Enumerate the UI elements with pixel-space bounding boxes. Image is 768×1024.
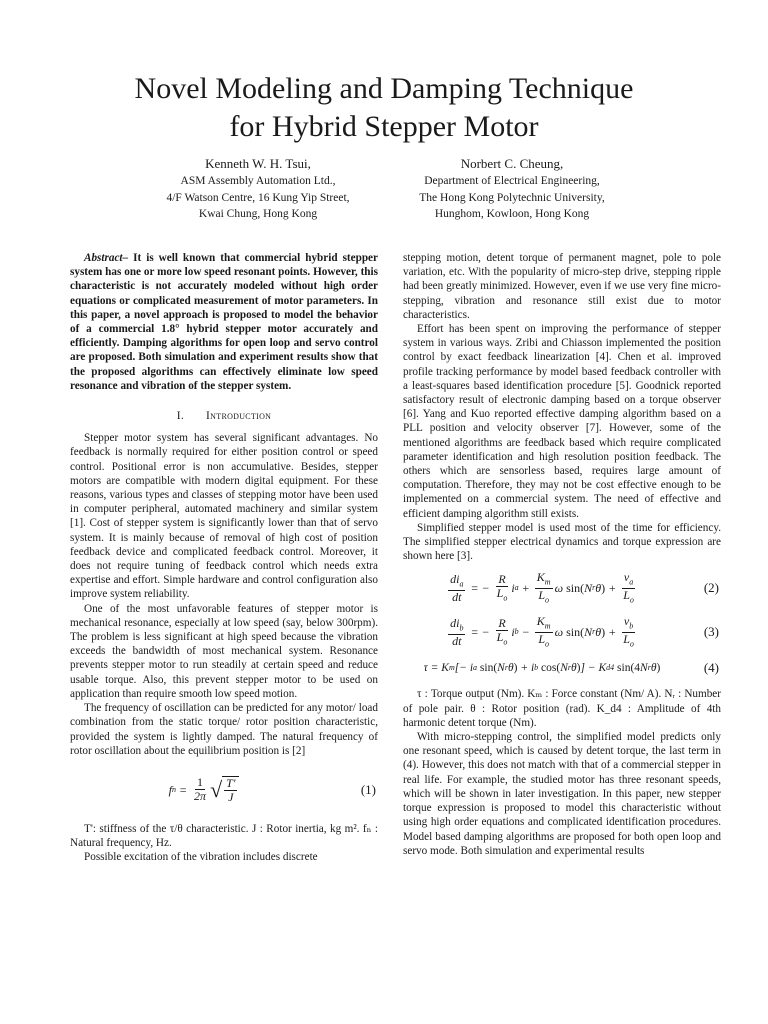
author-city: Kwai Chung, Hong Kong bbox=[198, 208, 318, 220]
paragraph: T': stiffness of the τ/θ characteristic. J : Rotor inertia, kg m². fₙ : Natural frequency, Hz. bbox=[70, 822, 378, 850]
paper-title bbox=[0, 70, 768, 146]
section-heading bbox=[70, 409, 378, 423]
section-title: Introduction bbox=[206, 410, 272, 423]
paragraph: The frequency of oscillation can be predicted for any motor/ load combination from the static torque/ rotor position characteristic, provided the system is lightly damped. The natural frequency of rotor oscillation about the equilibrium position is [2] bbox=[70, 702, 378, 757]
equation-number: (4) bbox=[703, 660, 719, 676]
paragraph: Simplified stepper model is used most of the time for efficiency. The simplified stepper electrical dynamics and torque expression are shown here [3]. bbox=[403, 521, 721, 563]
equation-number: (2) bbox=[703, 580, 719, 596]
equation-4 bbox=[403, 657, 721, 679]
paragraph: One of the most unfavorable features of stepper motor is mechanical resonance, especially at low speed (say, below 300rpm). The problem is less significant at high speed because the vibration exceeds the bandwidth of most mechanical system. Resonance prevents stepper motor to run steadily at certain speed and reduce usable torque. Also, this prevent stepper motor to be used on application than require smooth low speed motion. bbox=[70, 602, 378, 700]
equation-2 bbox=[403, 569, 721, 607]
abstract-label: Abstract– bbox=[84, 252, 129, 264]
author-city: Hunghom, Kowloon, Hong Kong bbox=[434, 208, 590, 220]
right-column bbox=[403, 251, 721, 858]
author-affiliation: ASM Assembly Automation Ltd., bbox=[180, 175, 336, 187]
author-affiliation: Department of Electrical Engineering, bbox=[424, 175, 600, 187]
author-address: The Hong Kong Polytechnic University, bbox=[419, 191, 605, 204]
author-block-2 bbox=[362, 155, 662, 223]
paragraph: Possible excitation of the vibration includes discrete bbox=[84, 851, 318, 864]
author-name: Norbert C. Cheung, bbox=[460, 156, 564, 171]
author-address: 4/F Watson Centre, 16 Kung Yip Street, bbox=[166, 191, 350, 204]
equation-body: $\frac{di_a}{dt}$ = − $\frac{R}{L_o}$ i a + $\frac{K_m}{L_o}$ ω sin( N r θ ) + $\frac{v_a}{L_o}$ bbox=[450, 569, 634, 605]
abstract-text: It is well known that commercial hybrid stepper system has one or more low speed resonant points. However, this characteristic is not accurately modeled without high order equations or complicated measurement of motor parameters. In this paper, a novel approach is proposed to model the behavior of a commercial 1.8° hybrid stepper motor accurately and efficiently. Damping algorithms for open loop and servo control are proposed. Both simulation and experiment results show that the proposed algorithms can effectively eliminate low speed resonance and vibration of the stepper system. bbox=[70, 252, 378, 392]
left-column bbox=[70, 251, 378, 865]
paragraph: stepping motion, detent torque of permanent magnet, pole to pole variation, etc. With the popularity of micro-step drive, stepping ripple had been greatly minimized. However, even if we use very fine micro-stepping, vibration and resonance still exist due to motor characteristics. bbox=[403, 252, 721, 321]
author-name: Kenneth W. H. Tsui, bbox=[205, 156, 311, 171]
equation-number: (1) bbox=[360, 781, 376, 797]
abstract bbox=[70, 251, 378, 393]
paragraph: Effort has been spent on improving the performance of stepper system in various ways. Zribi and Chiasson implemented the position control by exact feedback linearization [4]. Chen et al. improved profile tracking performance by model based feedback controller with a least-squares based identification procedure [5]. Goodnick reported satisfactory result of electronic damping based on a torque observer [6]. Yang and Kuo reported effective damping algorithm based on a PLL position and velocity observer [7]. However, some of the mentioned algorithms are feedback based which require complicated parameter identification and high resolution position feedback. The others which are sensorless based, requires large amount of computation. Therefore, they may not be cost effective enough to be implemented on a commercial system. The need of effective and efficient damping algorithm still exists. bbox=[403, 323, 721, 520]
equation-number: (3) bbox=[703, 624, 719, 640]
equation-body: $\frac{di_b}{dt}$ = − $\frac{R}{L_o}$ i b − $\frac{K_m}{L_o}$ ω sin( N r θ ) + $\frac{v_b}{L_o}$ bbox=[450, 613, 634, 649]
equation-body: τ = K m [− i a sin( N r θ ) + i b cos( N r θ ) ] − K d4 sin(4 N r θ ) bbox=[423, 662, 661, 675]
paragraph: τ : Torque output (Nm). Kₘ : Force constant (Nm/ A). Nᵣ : Number of pole pair. θ : Rotor position (rad). K_d4 : Amplitude of 4th harmonic detent torque (Nm). bbox=[403, 688, 721, 729]
title-line-2: for Hybrid Stepper Motor bbox=[229, 110, 539, 143]
equation-body: f n = $\frac{1}{2\pi}$ √ $\frac{T'}{J}$ bbox=[70, 766, 338, 814]
title-line-1: Novel Modeling and Damping Technique bbox=[134, 72, 634, 105]
paragraph: With micro-stepping control, the simplified model predicts only one resonant speed, which is caused by detent torque, the last term in (4). However, this does not match with that of a commercial stepper in real life. For example, the studied motor has three resonant speeds, which will be shown in later investigation. In this paper, new stepper torque expression is proposed to model this characteristic without using high order equations and complicated identification procedures. Model based damping algorithms are proposed for both open loop and servo mode. Both simulation and experimental results bbox=[403, 731, 721, 857]
equation-3 bbox=[403, 613, 721, 651]
section-number: I. bbox=[176, 410, 185, 423]
equation-1 bbox=[70, 766, 378, 814]
paragraph: Stepper motor system has several significant advantages. No feedback is normally required for either position control or speed control. Positional error is non accumulative. Besides, stepper motors are compatible with modern digital equipment. For these reasons, various types and classes of stepping motor have been used in computer peripheral, automated machinery and similar system [1]. Cost of stepper system is significantly lower than that of servo system. It is mainly because of removal of high cost of position feedback device and complicated feedback control. Moreover, it does not require tuning of feedback control which needs extra expertise and effort. Simple hardware and control configuration also improve system reliability. bbox=[70, 432, 378, 601]
